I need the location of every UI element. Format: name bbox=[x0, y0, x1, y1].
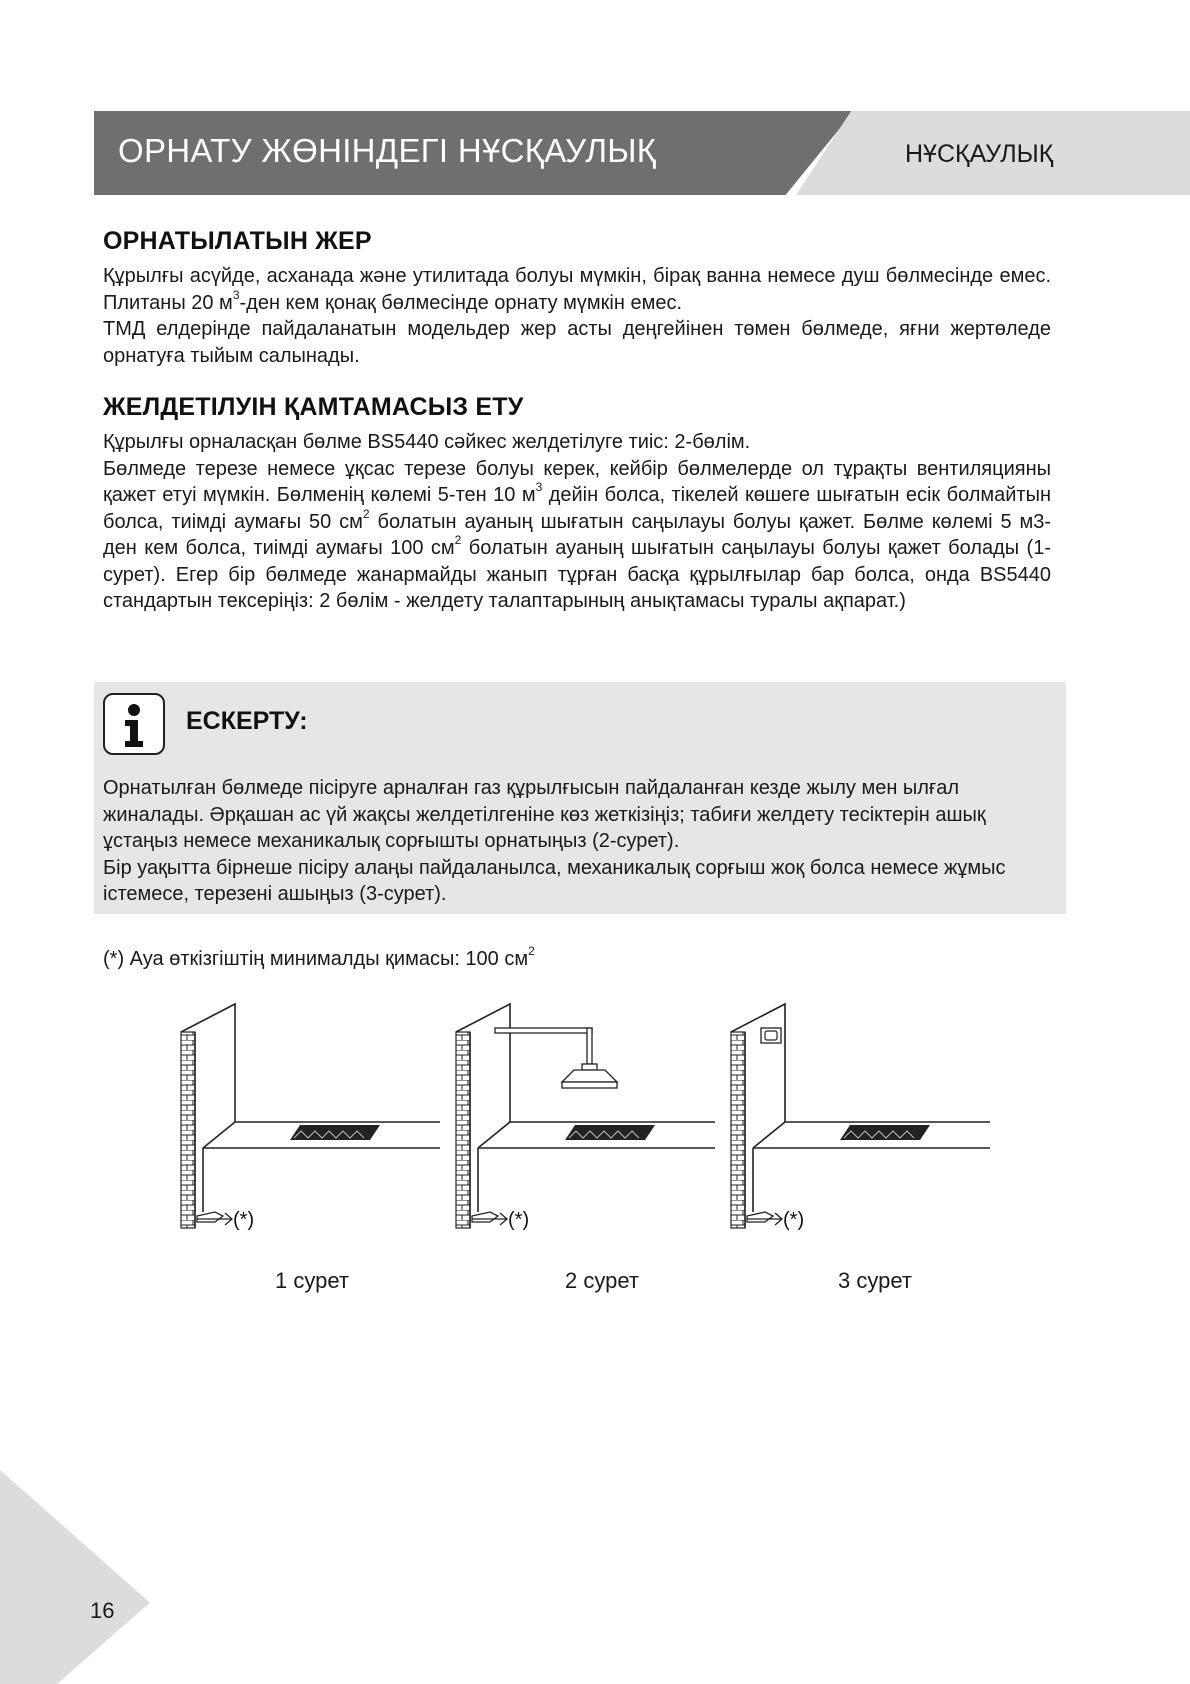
footnote: (*) Ауа өткізгіштің минималды қимасы: 100 $см^2$ bbox=[103, 944, 535, 970]
section-ventilation bbox=[103, 393, 1051, 615]
figure-2-illustration bbox=[450, 1000, 720, 1245]
warning-paragraph-2: Бір уақытта бірнеше пісіру алаңы пайдаланылса, механикалық сорғыш жоқ болса немесе жұмыс істемесе, терезені ашыңыз (3-сурет). bbox=[103, 856, 1006, 905]
air-vent-label-3: (*) bbox=[783, 1209, 805, 1231]
section-heading-location: ОРНАТЫЛАТЫН ЖЕР bbox=[103, 227, 372, 255]
figure-2-caption: 2 сурет bbox=[565, 1268, 639, 1293]
page-corner-decoration bbox=[0, 1470, 150, 1684]
air-vent-label-2: (*) bbox=[508, 1209, 530, 1231]
warning-paragraph-1: Орнатылған бөлмеде пісіруге арналған газ құрылғысын пайдаланған кезде жылу мен ылғал жиналады. Әрқашан ас үй жақсы желдетілгеніне көз жеткізіңіз; табиғи желдету тесіктерін ашық ұстаңыз немесе механикалық сорғышты орнатыңыз (2-сурет). bbox=[103, 777, 986, 852]
figure-3-caption: 3 сурет bbox=[838, 1268, 912, 1293]
info-icon bbox=[103, 693, 165, 755]
warning-title: ЕСКЕРТУ: bbox=[186, 707, 308, 735]
figure-1-illustration bbox=[175, 1000, 445, 1245]
warning-text bbox=[103, 775, 1051, 908]
ventilation-paragraph-2: Бөлмеде терезе немесе ұқсас терезе болуы керек, кейбір бөлмелерде ол тұрақты вентиляцияны қажет етуі мүмкін. Бөлменің көлемі 5-тен 10 $м^3$ дейін болса, тікелей көшеге шығатын есік болмайтын болса, тиімді аумағы 50 $см^2$ болатын ауаның шығатын саңылауы болуы қажет. Бөлме көлемі 5 м3-ден кем болса, тиімді аумағы 100 $см^2$ болатын ауаның шығатын саңылауы болуы қажет болады (1-сурет). Егер бір бөлмеде жанармайды жанып тұрған басқа құрылғылар бар болса, онда BS5440 стандартын тексеріңіз: 2 бөлім - желдету талаптарының анықтамасы туралы ақпарат.) bbox=[103, 457, 1052, 612]
section-tab: НҰСҚАУЛЫҚ bbox=[905, 140, 1054, 168]
page-title: ОРНАТУ ЖӨНІНДЕГІ НҰСҚАУЛЫҚ bbox=[118, 132, 657, 169]
figure-3-illustration bbox=[725, 1000, 995, 1245]
section-heading-ventilation: ЖЕЛДЕТІЛУІН ҚАМТАМАСЫЗ ЕТУ bbox=[103, 393, 524, 421]
location-paragraph-1: Құрылғы асүйде, асханада және утилитада болуы мүмкін, бірақ ванна немесе душ бөлмесінде емес. Плитаны 20 $м^3$-ден кем қонақ бөлмесінде орнату мүмкін емес. bbox=[103, 265, 1051, 314]
air-vent-label-1: (*) bbox=[233, 1209, 255, 1231]
figure-1-caption: 1 сурет bbox=[275, 1268, 349, 1293]
location-paragraph-2: ТМД елдерінде пайдаланатын модельдер жер асты деңгейінен төмен бөлмеде, яғни жертөледе орнатуға тыйым салынады. bbox=[103, 318, 1051, 367]
section-location bbox=[103, 227, 1051, 369]
ventilation-paragraph-1: Құрылғы орналасқан бөлме BS5440 сәйкес желдетілуге тиіс: 2-бөлім. bbox=[103, 431, 751, 453]
page-number: 16 bbox=[90, 1598, 115, 1623]
